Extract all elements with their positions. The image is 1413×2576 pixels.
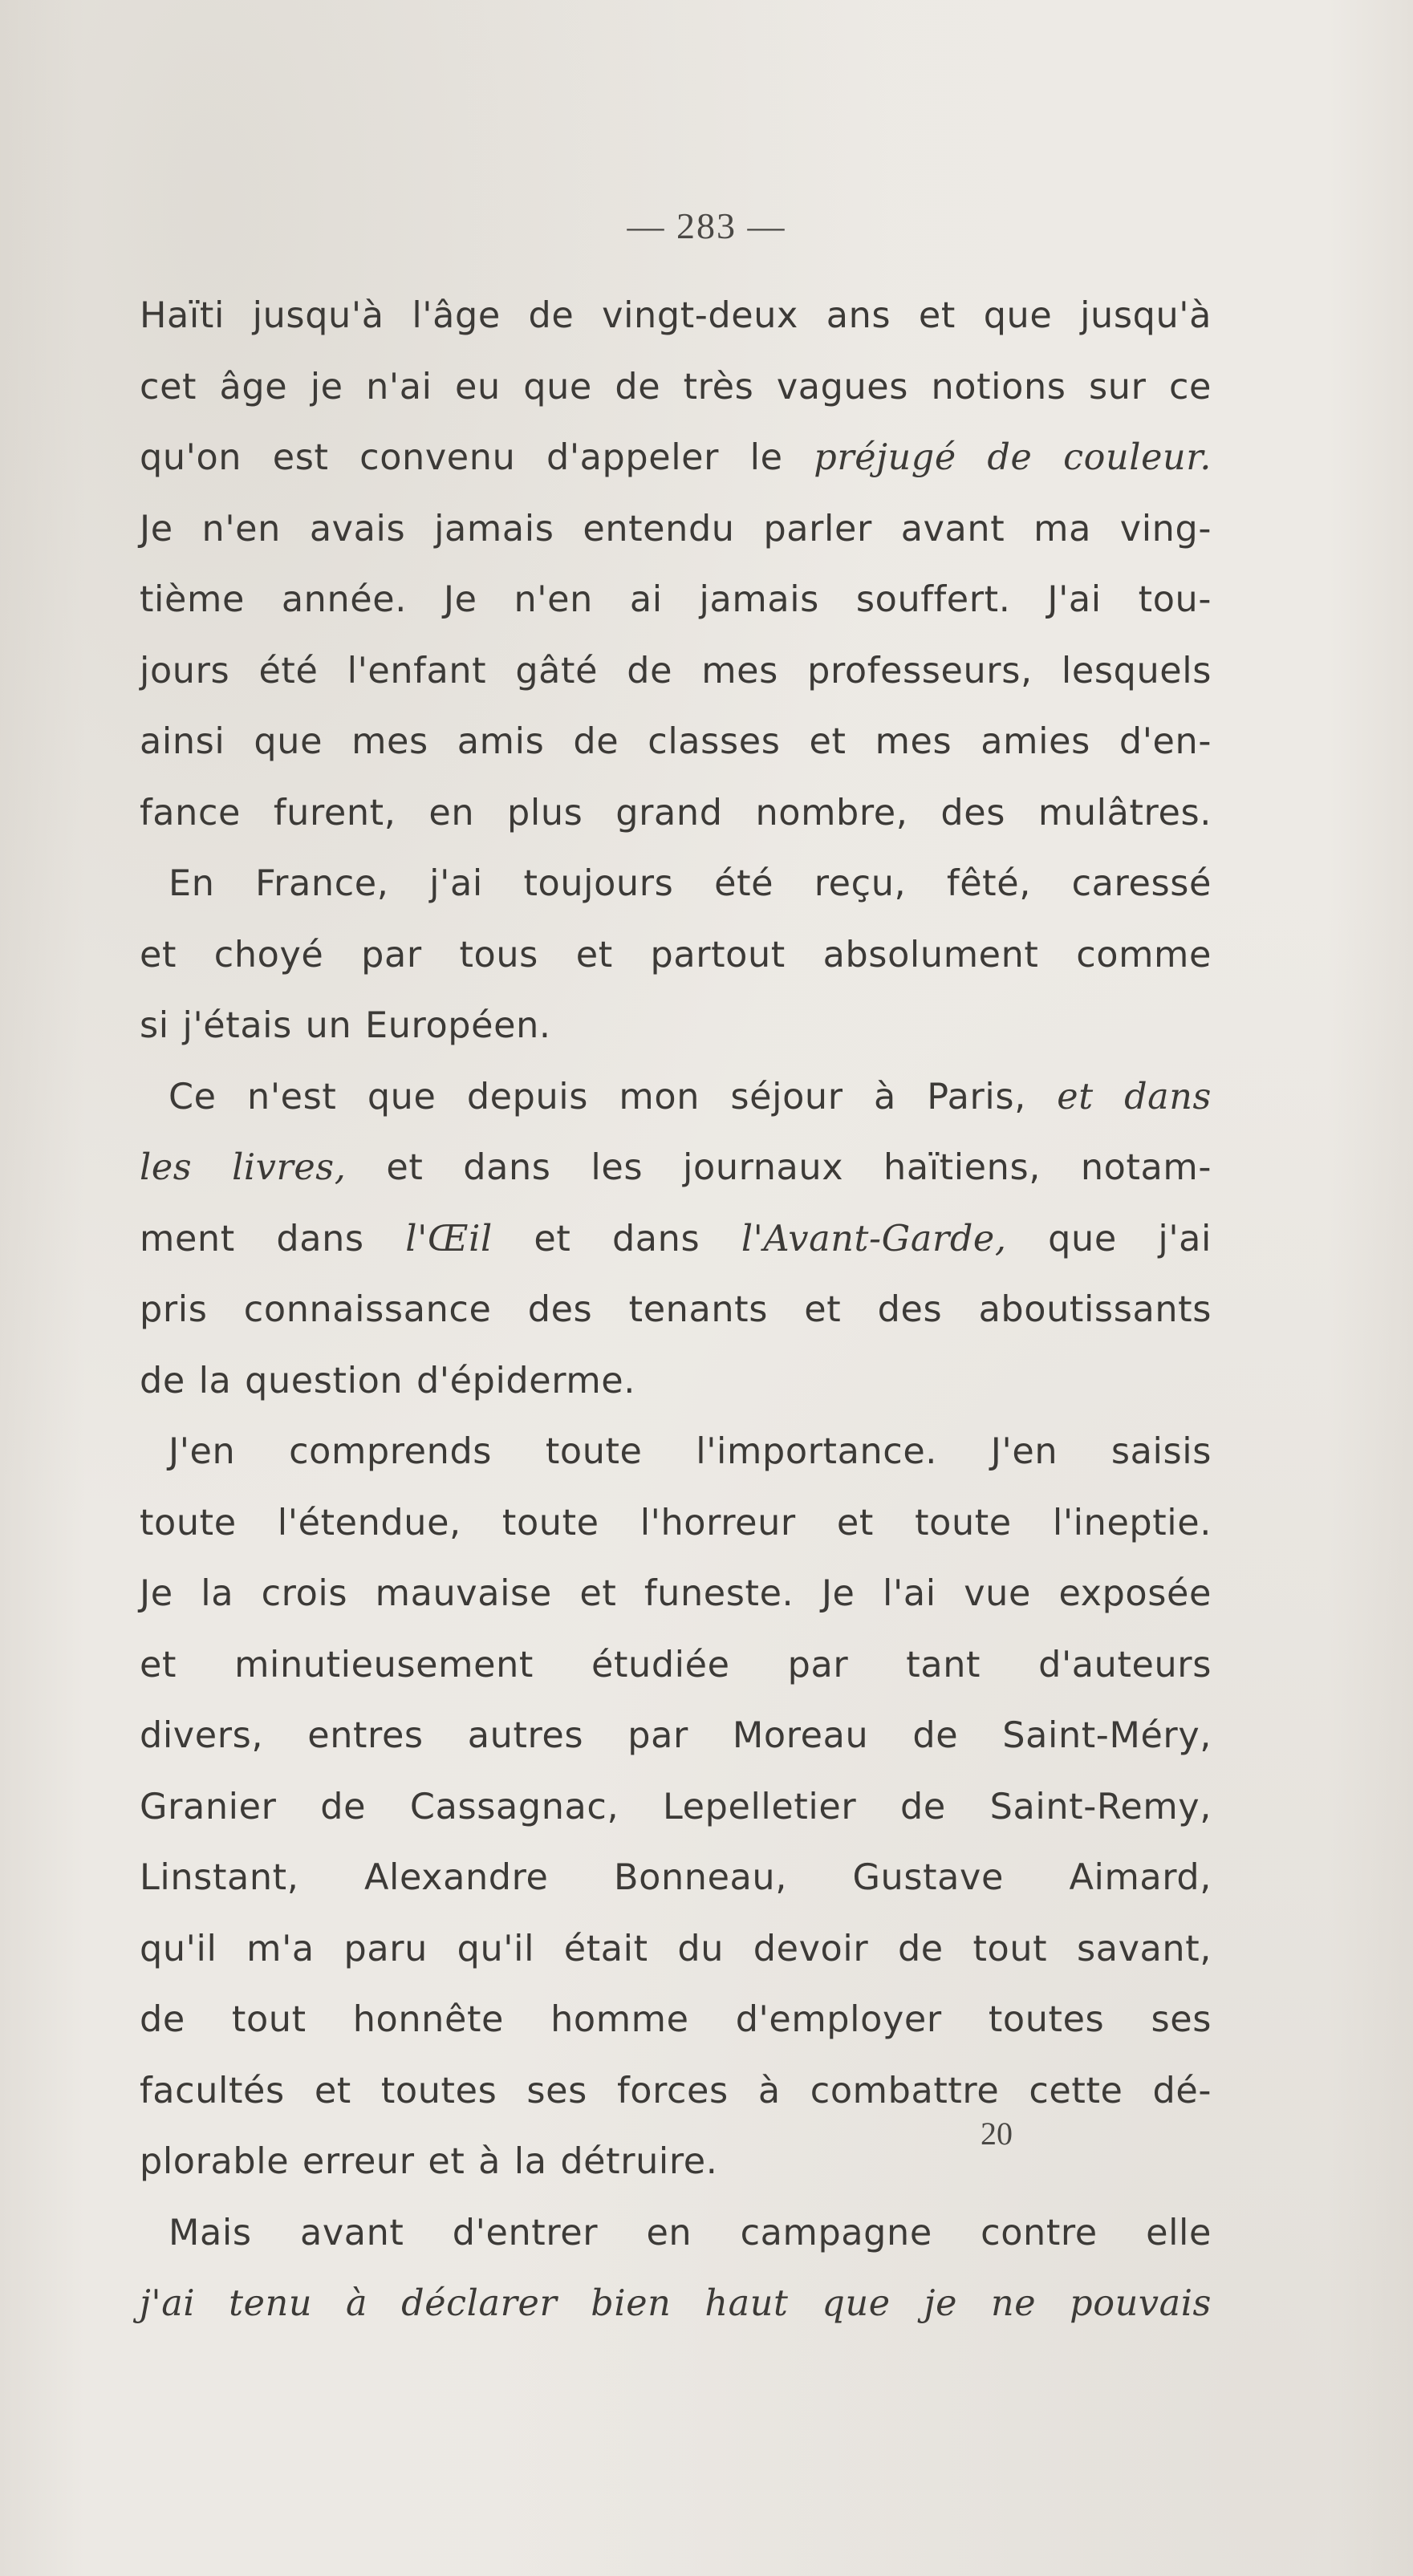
text-line: Granier de Cassagnac, Lepelletier de Saint-Remy, <box>140 1786 1212 1828</box>
text-line: tième année. Je n'en ai jamais souffert. J'ai tou- <box>140 579 1212 620</box>
text-line: et minutieusement étudiée par tant d'auteurs <box>140 1644 1212 1686</box>
text-line: Linstant, Alexandre Bonneau, Gustave Aimard, <box>140 1857 1212 1898</box>
text-line: les livres, et dans les journaux haïtiens, notam- <box>140 1147 1212 1188</box>
text-line <box>140 2269 1212 2340</box>
text-line: toute l'étendue, toute l'horreur et toute l'ineptie. <box>140 1502 1212 1544</box>
italic-phrase: l'Œil <box>405 1218 493 1260</box>
text-line: Haïti jusqu'à l'âge de vingt-deux ans et que jusqu'à <box>140 295 1212 336</box>
text-line: Je la crois mauvaise et funeste. Je l'ai vue exposée <box>140 1573 1212 1614</box>
text-line: qu'on est convenu d'appeler le préjugé de couleur. <box>140 437 1212 478</box>
italic-phrase: préjugé de couleur. <box>814 437 1212 478</box>
text-line: pris connaissance des tenants et des aboutissants <box>140 1289 1212 1330</box>
italic-phrase: l'Avant-Garde, <box>741 1218 1007 1260</box>
text-line: En France, j'ai toujours été reçu, fêté, caressé <box>169 863 1212 904</box>
text-line: Mais avant d'entrer en campagne contre elle <box>169 2212 1212 2253</box>
text-line: cet âge je n'ai eu que de très vagues notions sur ce <box>140 366 1212 408</box>
italic-phrase: j'ai tenu à déclarer bien haut que je ne pouvais <box>140 2283 1212 2324</box>
signature-mark: 20 <box>981 2116 1013 2152</box>
text-line: divers, entres autres par Moreau de Saint-Méry, <box>140 1715 1212 1756</box>
italic-phrase: les livres, <box>140 1147 347 1188</box>
text-line: Ce n'est que depuis mon séjour à Paris, et dans <box>169 1076 1212 1118</box>
text-line: de la question d'épiderme. <box>140 1360 636 1402</box>
text-line: ment dans l'Œil et dans l'Avant-Garde, que j'ai <box>140 1218 1212 1260</box>
running-head-page-number: — 283 — <box>627 205 786 246</box>
text-line: J'en comprends toute l'importance. J'en saisis <box>169 1431 1212 1472</box>
text-line: ainsi que mes amis de classes et mes amies d'en- <box>140 721 1212 762</box>
text-line: fance furent, en plus grand nombre, des mulâtres. <box>140 792 1212 834</box>
text-line: si j'étais un Européen. <box>140 1005 551 1046</box>
text-line: plorable erreur et à la détruire. <box>140 2141 718 2182</box>
text-line: Je n'en avais jamais entendu parler avant ma ving- <box>140 508 1212 550</box>
text-line: et choyé par tous et partout absolument comme <box>140 934 1212 976</box>
text-line: qu'il m'a paru qu'il était du devoir de tout savant, <box>140 1928 1212 1970</box>
body-text <box>140 281 1212 2340</box>
text-line: jours été l'enfant gâté de mes professeurs, lesquels <box>140 650 1212 692</box>
text-line: facultés et toutes ses forces à combattre cette dé- <box>140 2070 1212 2112</box>
italic-phrase: et dans <box>1057 1076 1212 1118</box>
text-line: de tout honnête homme d'employer toutes ses <box>140 1999 1212 2040</box>
